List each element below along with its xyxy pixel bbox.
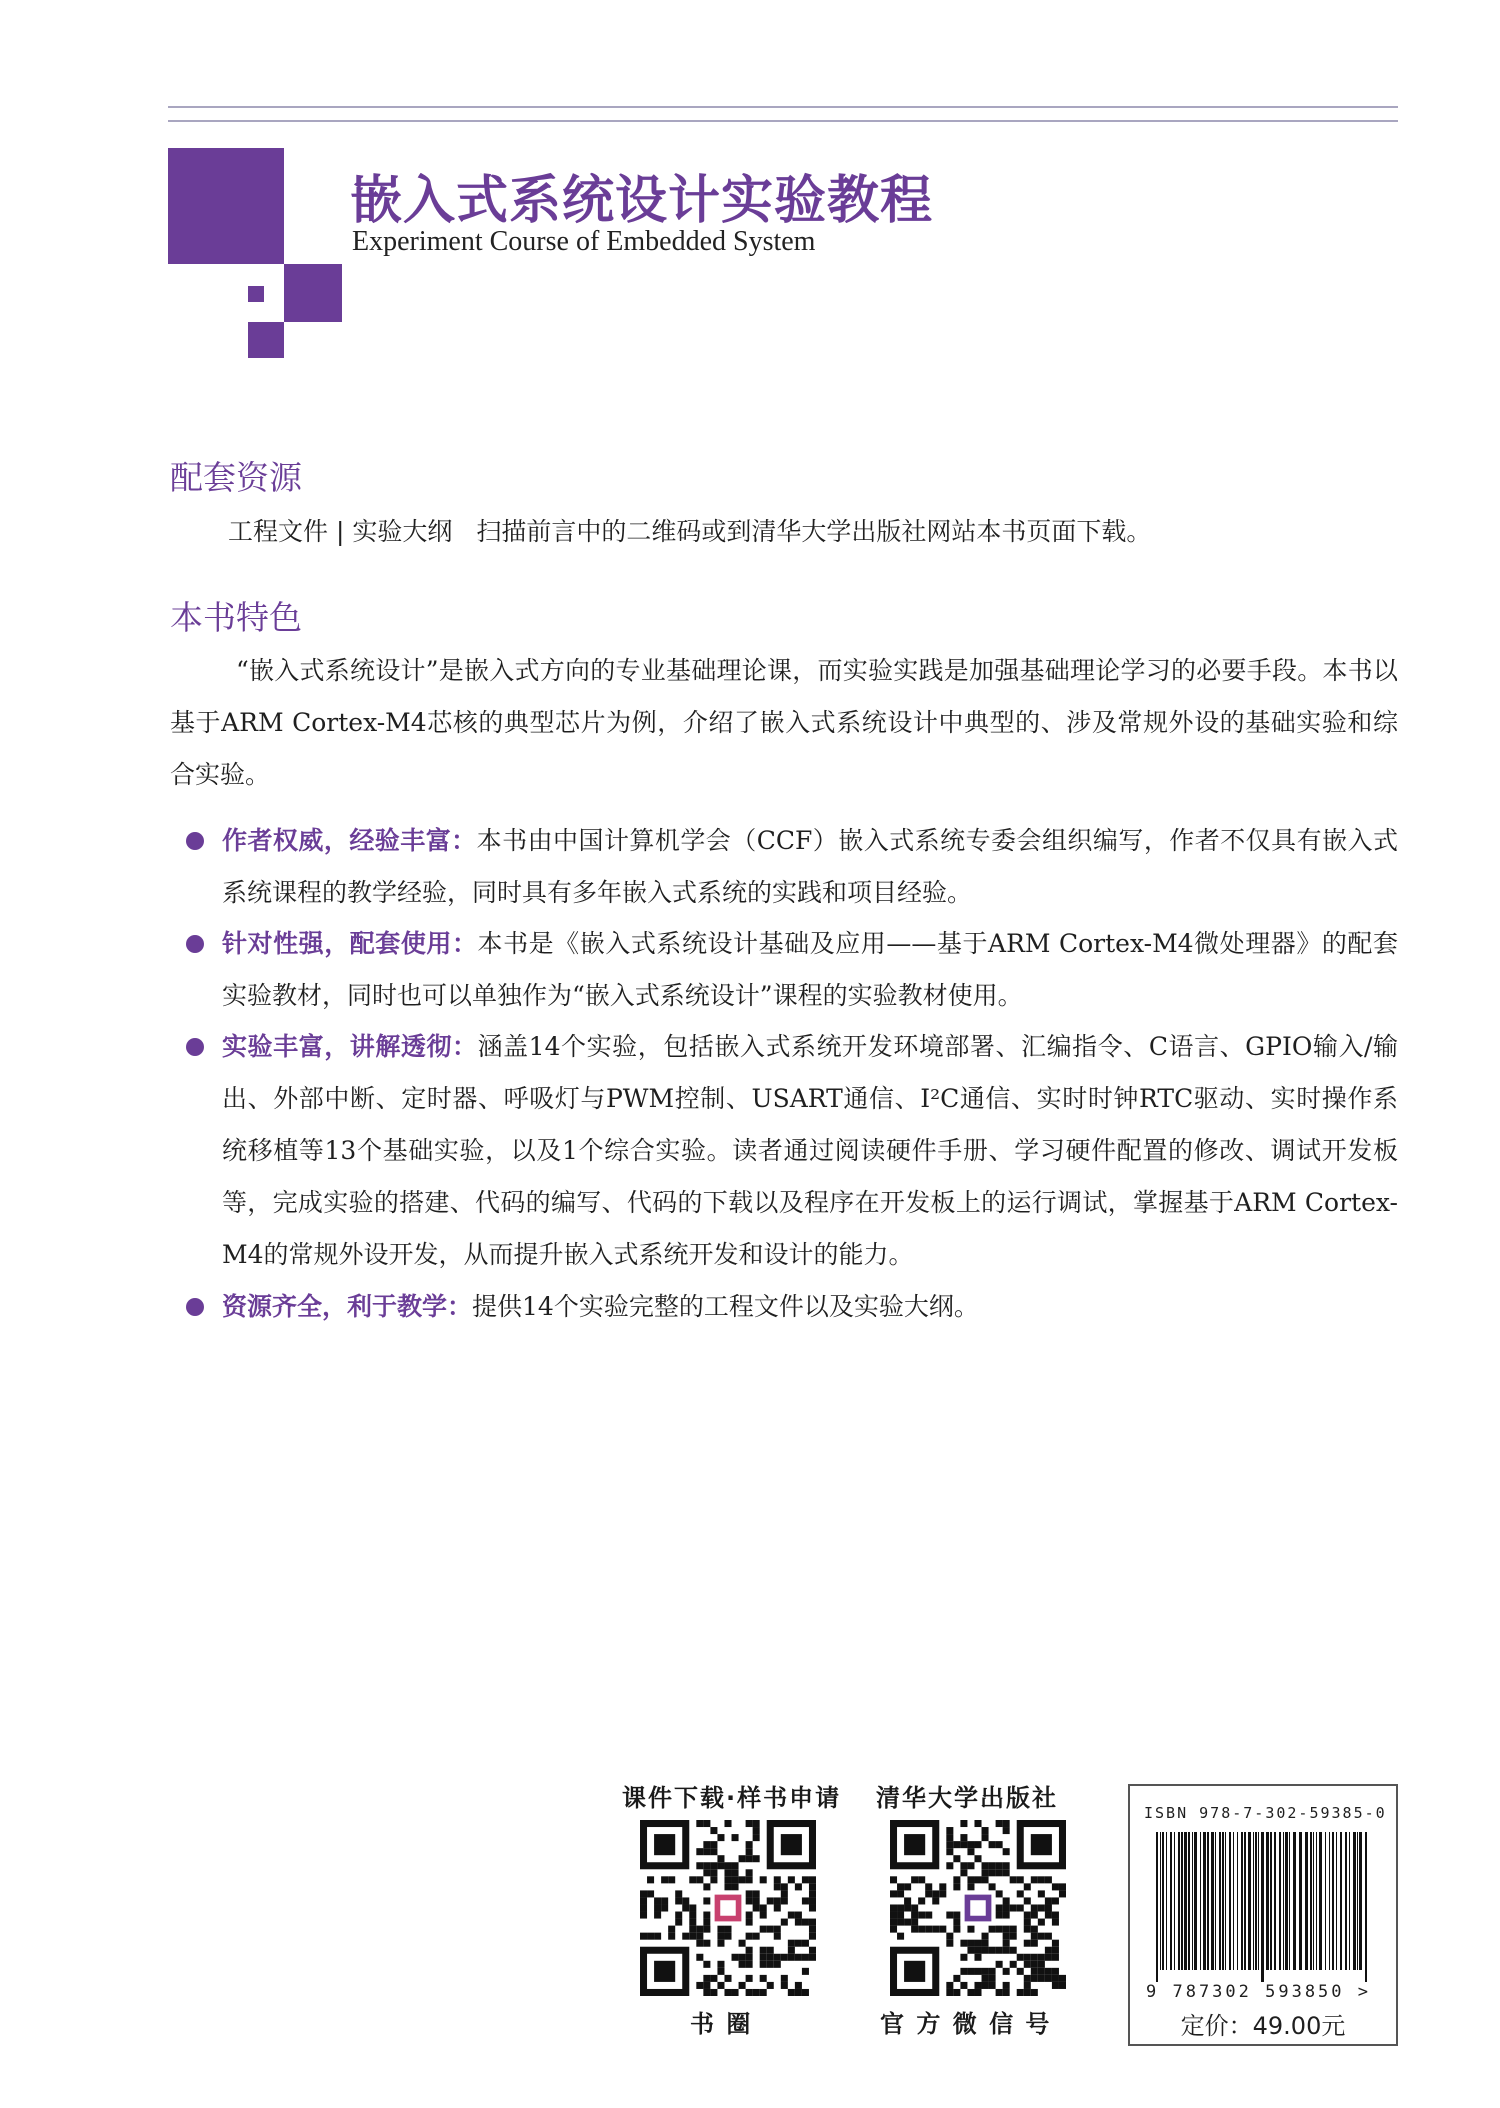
qr2-top-label: 清华大学出版社 <box>876 1784 1058 1812</box>
features-intro: “嵌入式系统设计”是嵌入式方向的专业基础理论课，而实验实践是加强基础理论学习的必要手段。本书以基于ARM Cortex-M4芯核的典型芯片为例，介绍了嵌入式系统设计中典型的、涉及常规外设的基础实验和综合实验。 <box>170 656 1398 789</box>
bullet-dot <box>186 832 204 850</box>
top-rule-2 <box>168 120 1398 122</box>
feature-bullet-1 <box>170 815 1398 919</box>
feature-bullet-3 <box>170 1021 1398 1281</box>
resources-note: 扫描前言中的二维码或到清华大学出版社网站本书页面下载。 <box>476 517 1152 546</box>
isbn-barcode-box <box>1128 1784 1398 2046</box>
qr1-top-label: 课件下载·样书申请 <box>622 1784 842 1812</box>
bullet-text: 本书由中国计算机学会（CCF）嵌入式系统专委会组织编写，作者不仅具有嵌入式系统课程的教学经验，同时具有多年嵌入式系统的实践和项目经验。 <box>222 826 1398 907</box>
bullet-text: 本书是《嵌入式系统设计基础及应用——基于ARM Cortex-M4微处理器》的配套实验教材，同时也可以单独作为“嵌入式系统设计”课程的实验教材使用。 <box>222 929 1398 1010</box>
price: 定价：49.00元 <box>1180 2012 1346 2040</box>
bullet-text: 涵盖14个实验，包括嵌入式系统开发环境部署、汇编指令、C语言、GPIO输入/输出、外部中断、定时器、呼吸灯与PWM控制、USART通信、I²C通信、实时时钟RTC驱动、实时操作系统移植等13个基础实验，以及1个综合实验。读者通过阅读硬件手册、学习硬件配置的修改、调试开发板等，完成实验的搭建、代码的编写、代码的下载以及程序在开发板上的运行调试，掌握基于ARM Cortex-M4的常规外设开发，从而提升嵌入式系统开发和设计的能力。 <box>222 1032 1398 1269</box>
qr2-bottom-label: 官 方 微 信 号 <box>880 2010 1052 2038</box>
resources-line <box>228 512 1151 548</box>
resources-heading: 配套资源 <box>170 458 302 497</box>
barcode-digits: 9 787302 593850 > <box>1146 1982 1371 2002</box>
bullet-lead: 作者权威，经验丰富： <box>222 826 477 855</box>
bullet-dot <box>186 1038 204 1056</box>
qr1-bottom-label: 书 圈 <box>690 2010 753 2038</box>
bullet-lead: 实验丰富，讲解透彻： <box>222 1032 478 1061</box>
qr-code-official-wechat <box>890 1820 1066 1996</box>
features-heading: 本书特色 <box>170 598 302 637</box>
qr-code-shuquan <box>640 1820 816 1996</box>
book-title: 嵌入式系统设计实验教程 <box>350 170 934 231</box>
feature-bullet-4 <box>170 1281 1398 1333</box>
resources-items: 工程文件 | 实验大纲 <box>228 517 453 546</box>
barcode-icon <box>1156 1832 1372 1982</box>
bullet-dot <box>186 935 204 953</box>
isbn-text: ISBN 978-7-302-59385-0 <box>1144 1804 1387 1822</box>
bullet-text: 提供14个实验完整的工程文件以及实验大纲。 <box>472 1292 979 1321</box>
feature-bullet-2 <box>170 918 1398 1022</box>
top-rule-1 <box>168 106 1398 108</box>
bullet-dot <box>186 1298 204 1316</box>
book-title-english: Experiment Course of Embedded System <box>352 226 816 257</box>
bullet-lead: 针对性强，配套使用： <box>222 929 478 958</box>
bullet-lead: 资源齐全，利于教学： <box>222 1292 473 1321</box>
